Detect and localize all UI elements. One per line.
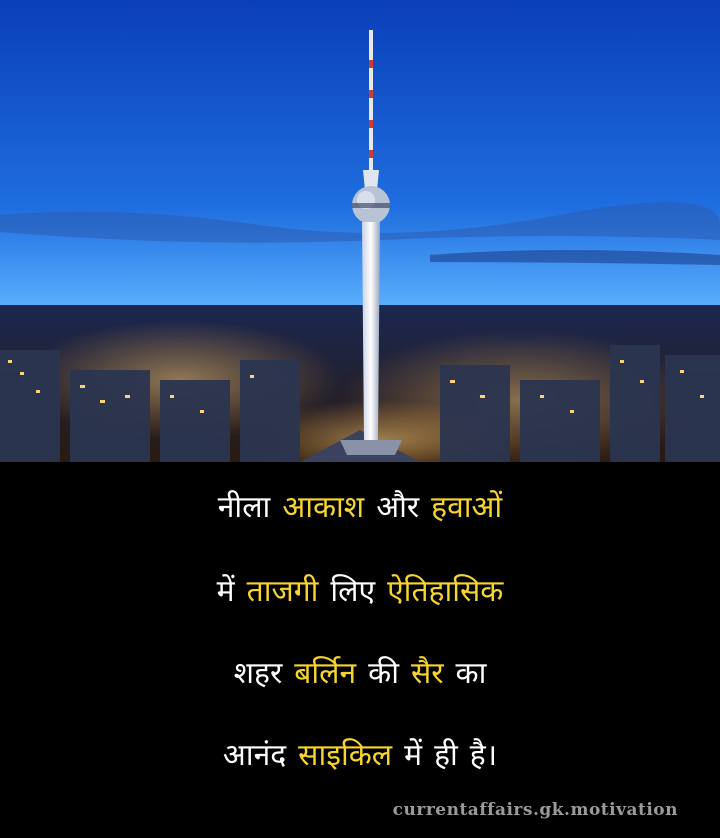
caption-word: सैर [410, 656, 444, 691]
caption-line-4 [0, 716, 720, 796]
caption-line-1 [0, 468, 720, 548]
caption-word: का [455, 656, 487, 691]
caption-line-2 [0, 552, 720, 632]
caption-word: की [368, 656, 399, 691]
caption-word: है। [469, 738, 498, 773]
caption-word: और [376, 490, 420, 525]
caption-word: नीला [217, 490, 271, 525]
caption-panel [0, 462, 720, 838]
caption-word: साइकिल [298, 738, 393, 773]
caption-word: लिए [330, 574, 376, 609]
caption-word: में [404, 738, 423, 773]
caption-word: ताजगी [246, 574, 319, 609]
caption-word: आनंद [222, 738, 287, 773]
caption-word: बर्लिन [294, 656, 357, 691]
caption-word: शहर [233, 656, 283, 691]
caption-word: ही [434, 738, 458, 773]
caption-word: आकाश [282, 490, 365, 525]
caption-word: हवाओं [431, 490, 503, 525]
caption-word: ऐतिहासिक [387, 574, 504, 609]
caption-word: में [216, 574, 235, 609]
caption-line-3 [0, 634, 720, 714]
watermark-text: currentaffairs.gk.motivation [392, 800, 678, 820]
